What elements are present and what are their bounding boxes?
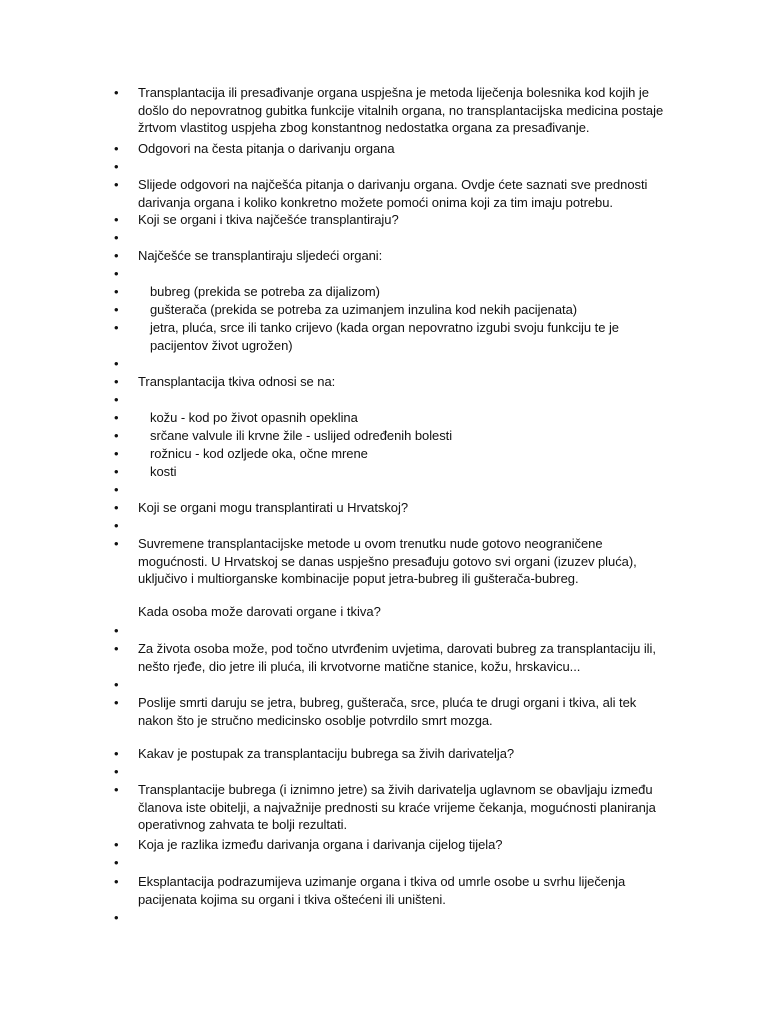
item-text-line: darivanja organa i koliko konkretno možete pomoći onima koji za tim imaju potrebu. <box>138 194 613 210</box>
bullet-icon: • <box>114 230 119 245</box>
bullet-icon: • <box>114 428 119 443</box>
item-text-line: Kakav je postupak za transplantaciju bubrega sa živih darivatelja? <box>138 746 515 761</box>
item-text-line: žrtvom vlastitog uspjeha zbog konstantnog nedostatka organa za presađivanje. <box>138 120 590 136</box>
bullet-icon: • <box>114 302 119 317</box>
bullet-icon: • <box>114 320 119 335</box>
bullet-icon: • <box>114 284 119 299</box>
item-text-line: Eksplantacija podrazumijeva uzimanje organa i tkiva od umrle osobe u svrhu liječenja <box>138 874 626 889</box>
bullet-icon: • <box>114 464 119 479</box>
bullet-icon: • <box>114 177 119 192</box>
bullet-icon: • <box>114 392 119 407</box>
item-text-line: rožnicu - kod ozljede oka, očne mrene <box>150 446 368 461</box>
item-text-line: Transplantacija tkiva odnosi se na: <box>138 374 336 389</box>
item-text-line: Koji se organi mogu transplantirati u Hrvatskoj? <box>138 500 409 515</box>
item-text-line: srčane valvule ili krvne žile - uslijed određenih bolesti <box>150 428 453 443</box>
bullet-icon: • <box>114 837 119 852</box>
item-text-line: kožu - kod po život opasnih opeklina <box>150 410 358 425</box>
item-text-line: Transplantacije bubrega (i iznimno jetre) sa živih darivatelja uglavnom se obavljaju između <box>138 782 653 797</box>
bullet-icon: • <box>114 782 119 797</box>
bullet-icon: • <box>114 641 119 656</box>
bullet-icon: • <box>114 695 119 710</box>
bullet-icon: • <box>114 141 119 156</box>
item-text-line: došlo do nepovratnog gubitka funkcije vitalnih organa, no transplantacijska medicina postaje <box>138 102 664 118</box>
item-text-line: pacijentov život ugrožen) <box>150 337 293 353</box>
bullet-icon: • <box>114 764 119 779</box>
bullet-icon: • <box>114 746 119 761</box>
bullet-icon: • <box>114 356 119 371</box>
item-text-line: kosti <box>150 464 177 479</box>
item-text-line: Koji se organi i tkiva najčešće transplantiraju? <box>138 212 399 227</box>
bullet-icon: • <box>114 500 119 515</box>
item-text-line: članova iste obitelji, a najvažnije prednosti su kraće vrijeme čekanja, mogućnosti planiranja <box>138 799 656 815</box>
bullet-icon: • <box>114 910 119 925</box>
bullet-icon: • <box>114 874 119 889</box>
item-text-line: bubreg (prekida se potreba za dijalizom) <box>150 284 380 299</box>
bullet-icon: • <box>114 536 119 551</box>
item-text-line: Poslije smrti daruju se jetra, bubreg, gušterača, srce, pluća te drugi organi i tkiva, ali tek <box>138 695 637 710</box>
bullet-icon: • <box>114 266 119 281</box>
item-text-line: nakon što je stručno medicinsko osoblje potvrdilo smrt mozga. <box>138 712 493 728</box>
item-text-line: Najčešće se transplantiraju sljedeći organi: <box>138 248 383 263</box>
bullet-icon: • <box>114 855 119 870</box>
item-text-line: Za života osoba može, pod točno utvrđenim uvjetima, darovati bubreg za transplantaciju ili, <box>138 641 656 656</box>
item-text-line: Koja je razlika između darivanja organa i darivanja cijelog tijela? <box>138 837 503 852</box>
item-text-line: Slijede odgovori na najčešća pitanja o darivanju organa. Ovdje ćete saznati sve prednosti <box>138 177 648 192</box>
bullet-icon: • <box>114 410 119 425</box>
bullet-icon: • <box>114 482 119 497</box>
bullet-icon: • <box>114 623 119 638</box>
bullet-icon: • <box>114 374 119 389</box>
item-text-line: Transplantacija ili presađivanje organa uspješna je metoda liječenja bolesnika kod kojih je <box>138 85 649 100</box>
item-text-line: pacijenata kojima su organi i tkiva oštećeni ili uništeni. <box>138 891 446 907</box>
bullet-icon: • <box>114 677 119 692</box>
item-text-line: Suvremene transplantacijske metode u ovom trenutku nude gotovo neograničene <box>138 536 603 551</box>
bullet-icon: • <box>114 212 119 227</box>
item-text-line: uključivo i multiorganske kombinacije poput jetra-bubreg ili gušterača-bubreg. <box>138 571 579 587</box>
item-text-line: nešto rjeđe, dio jetre ili pluća, ili krvotvorne matične stanice, kožu, hrskavicu... <box>138 658 581 674</box>
bullet-icon: • <box>114 248 119 263</box>
bullet-icon: • <box>114 85 119 100</box>
item-text-line: operativnog zahvata te bolji rezultati. <box>138 817 348 833</box>
section-heading: Kada osoba može darovati organe i tkiva? <box>138 604 381 619</box>
bullet-icon: • <box>114 518 119 533</box>
item-text-line: gušterača (prekida se potreba za uzimanjem inzulina kod nekih pacijenata) <box>150 302 578 317</box>
item-text-line: mogućnosti. U Hrvatskoj se danas uspješno presađuju gotovo svi organi (izuzev pluća), <box>138 553 637 569</box>
item-text-line: Odgovori na česta pitanja o darivanju organa <box>138 141 395 156</box>
bullet-icon: • <box>114 446 119 461</box>
item-text-line: jetra, pluća, srce ili tanko crijevo (kada organ nepovratno izgubi svoju funkciju te je <box>150 320 619 335</box>
bullet-icon: • <box>114 159 119 174</box>
